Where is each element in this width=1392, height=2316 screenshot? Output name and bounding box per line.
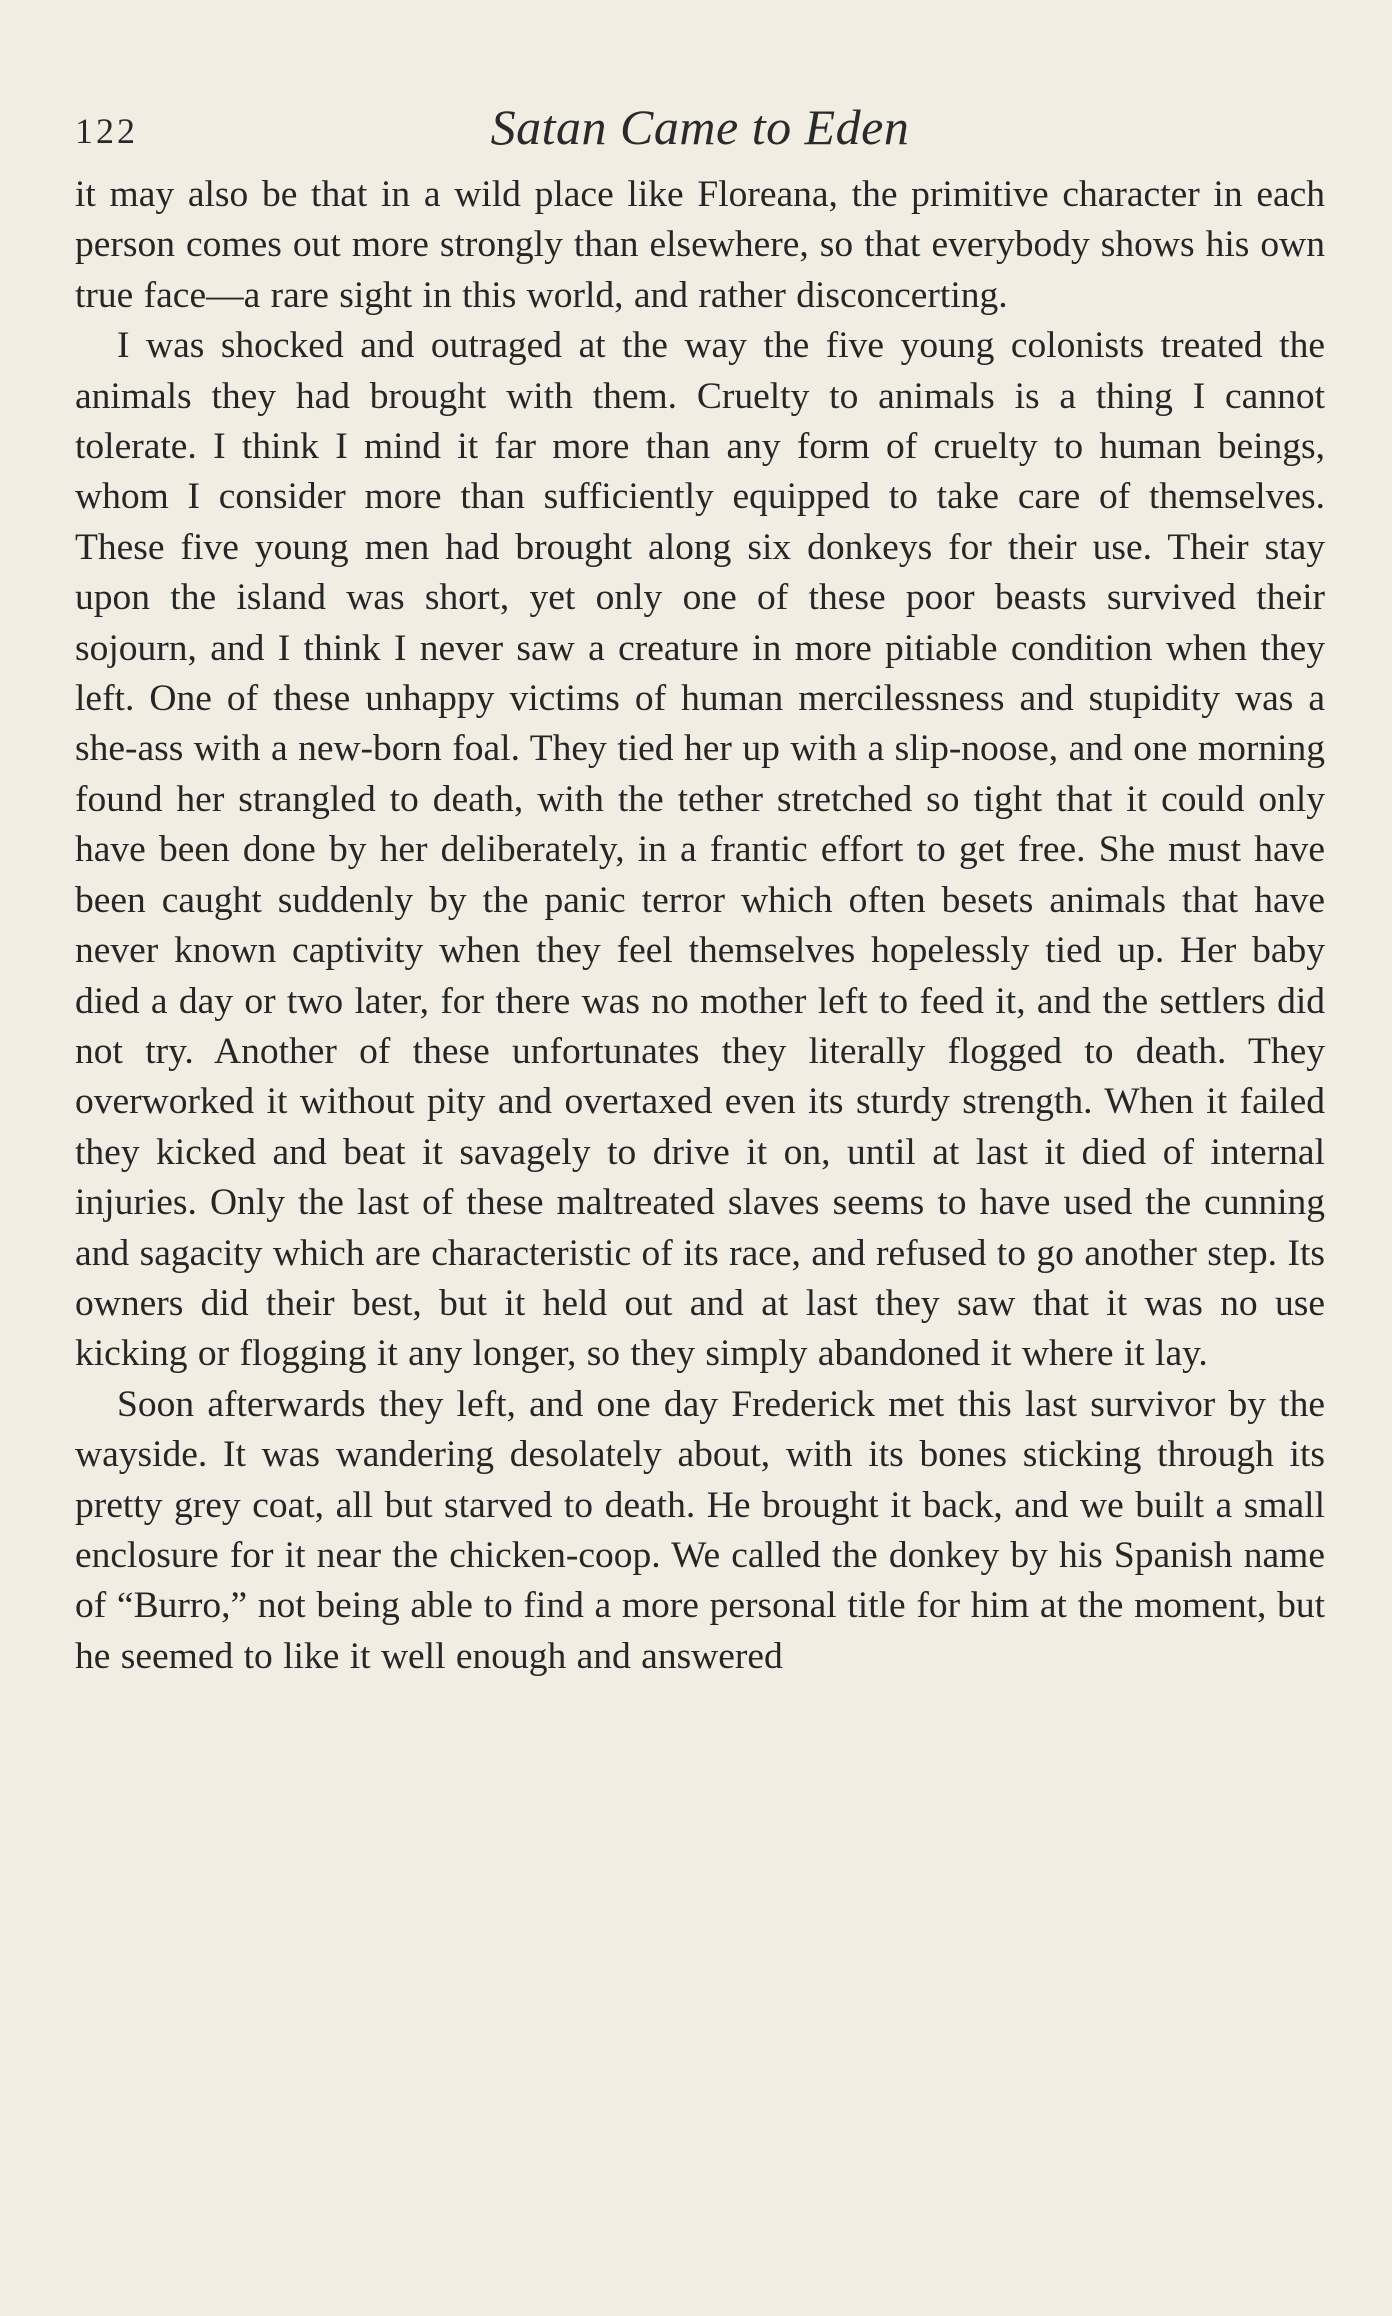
page-number: 122 — [75, 111, 138, 151]
book-title: Satan Came to Eden — [490, 99, 910, 155]
paragraph: I was shocked and outraged at the way the five young colonists treated the animals they had brought with them. Cruelty to animals is a thing I cannot tolerate. I think I mind it far more than any form of cruelty to human beings, whom I consider more than sufficiently equipped to take care of themselves. These five young men had brought along six donkeys for their use. Their stay upon the island was short, yet only one of these poor beasts survived their sojourn, and I think I never saw a creature in more pitiable condition when they left. One of these unhappy victims of human mercilessness and stupidity was a she-ass with a new-born foal. They tied her up with a slip-noose, and one morning found her strangled to death, with the tether stretched so tight that it could only have been done by her deliberately, in a frantic effort to get free. She must have been caught suddenly by the panic terror which often besets animals that have never known captivity when they feel themselves hopelessly tied up. Her baby died a day or two later, for there was no mother left to feed it, and the settlers did not try. Another of these unfortunates they literally flogged to death. They overworked it without pity and overtaxed even its sturdy strength. When it failed they kicked and beat it savagely to drive it on, until at last it died of internal injuries. Only the last of these maltreated slaves seems to have used the cunning and sagacity which are characteristic of its race, and refused to go another step. Its owners did their best, but it held out and at last they saw that it was no use kicking or flogging it any longer, so they simply abandoned it where it lay. — [75, 325, 1325, 1375]
body-text — [75, 170, 1325, 1682]
paragraph-continued: it may also be that in a wild place like Floreana, the primitive character in each person comes out more strongly than elsewhere, so that everybody shows his own true face—a rare sight in this world, and rather disconcerting. — [75, 174, 1325, 316]
running-head — [75, 98, 1325, 158]
paragraph: Soon afterwards they left, and one day Frederick met this last survivor by the wayside. It was wandering desolately about, with its bones sticking through its pretty grey coat, all but starved to death. He brought it back, and we built a small enclosure for it near the chicken-coop. We called the donkey by his Spanish name of “Burro,” not being able to find a more personal title for him at the moment, but he seemed to like it well enough and answered — [75, 1383, 1325, 1677]
